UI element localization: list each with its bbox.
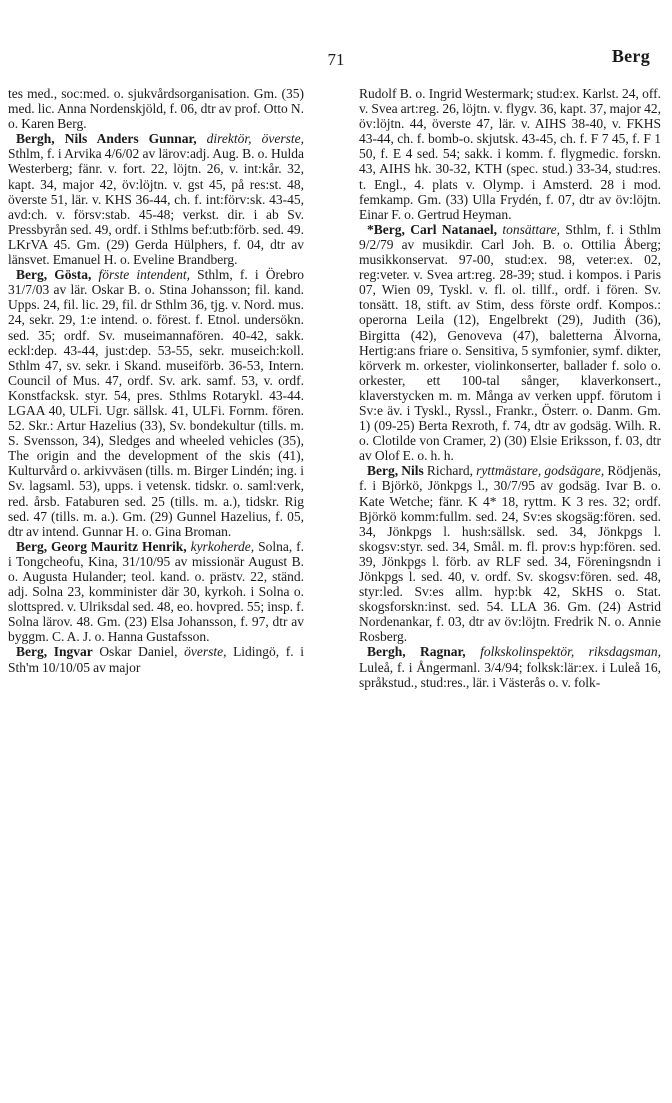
entry-text: Sthlm, f. i Örebro 31/7/03 av lär. Oskar B. o. Stina Johansson; fil. kand. Upps. 24, fil. lic. 29, fil. dr Sthlm 36, tjg. v. Nord. mus. 24, sekr. 29, 1:e intend. o. förest. f. Etnol. undersökn. sed. 35; ordf. Sv. museimannafören. 40-42, sakk. eckl:dep. 43-44, just:dep. 53-55, sekr. museich:koll. Sthlm 47, sv. sekr. i Skand. museiförb. 36-53, Intern. Council of Mus. 47, ordf. Sv. ark. samf. 53, v. ordf. Konstfacksk. styr. 54, pres. Sthlms Rotarykl. 43-44. LGAA 40, ULFi. Ugr. sällsk. 41, ULFi. Fornm. fören. 52. Skr.: Artur Hazelius (33), Sv. bondekultur (tills. m. S. Svensson, 34), Sledges and wheeled vehicles (35), The origin and the development of the skis (41), Kulturvård o. arkivväsen (tills. m. Birger Lindén; ing. i Sv. lagsaml. 53), upps. i vetensk. tidskr. o. saml:verk, red. årsb. Fataburen sed. 25 (tills. m. a.), tidskr. Rig sed. 47 (tills. m. a.). Gm. (29) Gunnel Hazelius, f. 05, dtr av intend. Gunnar H. o. Gina Broman. [8,267,305,539]
entry-text: Sthlm, f. i Sthlm 9/2/79 av musikdir. Carl Joh. B. o. Ottilia Åberg; musikkonservat. 97-00, stud:ex. 98, veter:ex. 02, reg:veter. v. Svea art:reg. 28-39; stud. i kompos. i Paris 07, Wien 09, Tyskl. v. fl. ol. tillf., ordf. i fören. Sv. tonsätt. 18, stift. av Stim, dess förste ordf. Kompos.: operorna Leila (12), Engelbrekt (29), Judith (36), Birgitta (42), Genoveva (47), baletterna Älvorna, Hertig:ans friare o. Sensitiva, 5 symfonier, symf. dikter, körverk m. orkester, violinkonserter, ballader f. solo o. orkester, ett 100-tal sånger, klaverkonsert., klaverstycken m. m. Många av verken uppf. förutom i Sv:e äv. i Tyskl., Ryssl., Frankr., Österr. o. Danm. Gm. 1) (09-25) Berta Rexroth, f. 74, dtr av godsäg. Wilh. R. o. Clotilde von Cramer, 2) (30) Elsie Eriksson, f. 03, dtr av Olof E. o. h. h. [359,221,661,464]
entry-headword: Berg, Georg Mauritz Henrik, [16,538,187,554]
entry-continuation [359,86,661,222]
entry-title: ryttmästare, godsägare, [476,463,605,479]
entry-berg-ingvar [8,644,304,674]
entry-bergh-nils-anders-gunnar [8,131,304,267]
entry-headword: Bergh, Ragnar, [367,644,466,660]
entry-headword: Berg, Nils [367,463,424,479]
entry-text: Lidingö, f. i Sth'm 10/10/05 av major [8,644,304,675]
entry-title: direktör, överste, [206,131,304,147]
entry-title: kyrkoherde, [190,538,255,554]
entry-title: förste intendent, [98,267,191,283]
entry-berg-carl-natanael [359,222,661,464]
entry-text: Rödjenäs, f. i Björkö, Jönkpgs l., 30/7/95 av godsäg. Ivar B. o. Kate Wetche; fänr. K 4* 18, ryttm. K 3 res. 32; ordf. Björkö komm:fullm. sed. 24, Sv:es skogsäg:fören. sed. 34, Jönkpgs l. hush:sällsk. sed. 34, Jönkpgs l. skogsv:styr. sed. 34, Smål. m. fl. prov:s hyp:fören. sed. 39, Jönkpgs l. förb. av RLF sed. 34, Föreningsndn i Jönkpgs l. sed. 40, v. ordf. Sv. skogsv:fören. sed. 48, styr:led. Sv:es allm. hyp:bk 42, SkHS o. Stat. skogsforskn:inst. sed. 54. LLA 36. Gm. (24) Astrid Nordenankar, f. 03, dtr av öv:löjtn. Fredrik N. o. Annie Rosberg. [359,463,661,645]
right-column [359,86,661,690]
entry-given-names: Oskar Daniel, [99,644,178,660]
entry-title: folkskolinspektör, riksdagsman, [480,644,661,660]
entry-text: Solna, f. i Tongcheofu, Kina, 31/10/95 av missionär August B. o. Augusta Hulander; teol. kand. o. prästv. 22, ständ. adj. Solna 23, komminister där 30, kyrkoh. i Solna o. slottspred. v. Ulriksdal sed. 48, eo. hovpred. 55; insp. f. Solna lärov. 48. Gm. (23) Elsa Johansson, f. 97, dtr av byggm. C. A. J. o. Hanna Gustafsson. [8,538,305,645]
running-head: Berg [611,46,650,66]
page-number: 71 [327,50,345,69]
entry-given-names: Richard, [426,463,473,479]
entry-title: överste, [184,644,227,660]
entry-text: tes med., soc:med. o. sjukvårdsorganisation. Gm. (35) med. lic. Anna Nordenskjöld, f. 06, dtr av prof. Otto N. o. Karen Berg. [8,86,304,132]
entry-continuation [8,86,304,131]
entry-headword: *Berg, Carl Natanael, [367,221,497,237]
entry-text: Luleå, f. i Ångermanl. 3/4/94; folksk:lär:ex. i Luleå 16, språkstud., stud:res., lär. i Västerås o. v. folk- [359,659,661,690]
left-column [8,86,304,675]
entry-text: Rudolf B. o. Ingrid Westermark; stud:ex. Karlst. 24, off. v. Svea art:reg. 26, löjtn. v. flygv. 36, kapt. 37, major 42, öv:löjtn. 44, överste 47, lär. v. AIHS 38-40, v. FKHS 43-44, ch. f. bomb-o. skjutsk. 43-45, ch. f. F 7 45, f. F 1 50, f. E 4 sed. 54; sakk. i komm. f. flygmedic. forskn. 43, AIHS hk. 30-32, KTH (spec. stud.) 33-34, stud:res. t. Engl., 4. plats v. Olymp. i Amsterd. 28 i mod. femkamp. Gm. (33) Ulla Frydén, f. 07, dtr av öv:löjtn. Einar F. o. Gertrud Heyman. [359,86,661,222]
entry-headword: Bergh, Nils Anders Gunnar, [16,131,197,147]
entry-headword: Berg, Gösta, [16,267,92,283]
entry-berg-nils [359,463,661,644]
entry-text: Sthlm, f. i Arvika 4/6/02 av lärov:adj. Aug. B. o. Hulda Westerberg; fänr. v. fort. 22, löjtn. 26, v. int:kår. 32, kapt. 34, major 42, öv:löjtn. v. gst 45, på res:st. 48, överste 51, lär. v. KHS 36-44, ch. f. int:förv:sk. 43-45, avd:ch. v. försv:stab. 45-48; verkst. dir. i ab Sv. Pressbyrån sed. 49, ordf. i Sthlms bef:utb:förb. sed. 49. LKrVA 45. Gm. (29) Gerda Hülphers, f. 04, dtr av länsvet. Emanuel H. o. Eveline Brandberg. [8,146,304,268]
entry-berg-georg-mauritz-henrik [8,539,304,645]
entry-headword: Berg, Ingvar [16,644,93,660]
entry-bergh-ragnar [359,644,661,689]
entry-berg-gosta [8,267,304,539]
entry-title: tonsättare, [502,221,560,237]
